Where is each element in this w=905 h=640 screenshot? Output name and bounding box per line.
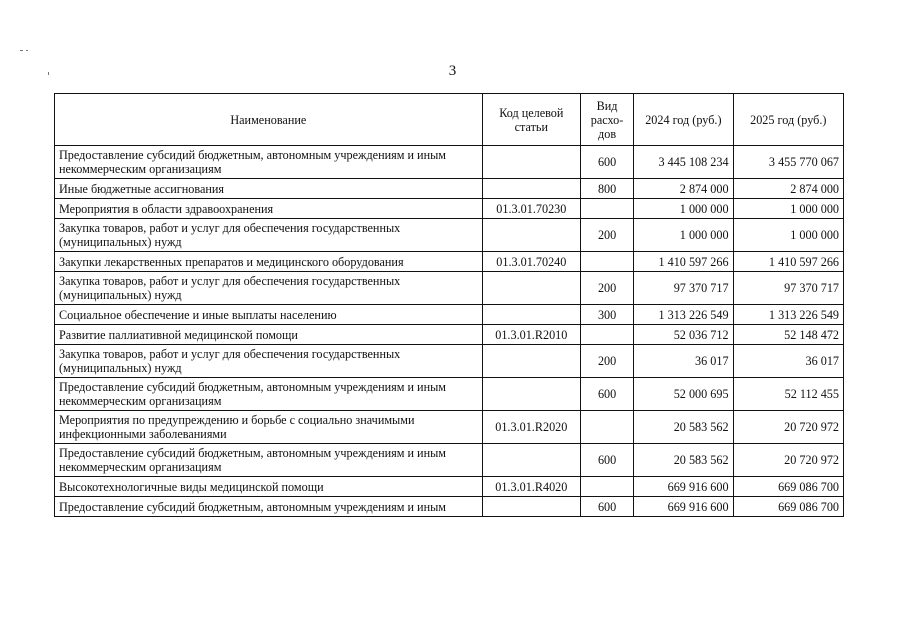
row-name: Мероприятия в области здравоохранения [55, 199, 483, 219]
row-code [482, 345, 580, 378]
table-row [55, 411, 844, 444]
row-amount-2024: 1 000 000 [634, 219, 733, 252]
row-code: 01.3.01.70240 [482, 252, 580, 272]
row-code [482, 219, 580, 252]
table-row [55, 497, 844, 517]
table-row [55, 252, 844, 272]
row-code: 01.3.01.R2010 [482, 325, 580, 345]
table-row [55, 345, 844, 378]
row-expense-type [580, 325, 633, 345]
row-code: 01.3.01.R2020 [482, 411, 580, 444]
row-name: Социальное обеспечение и иные выплаты населению [55, 305, 483, 325]
row-name: Предоставление субсидий бюджетным, автономным учреждениям и иным некоммерческим организациям [55, 146, 483, 179]
row-expense-type: 300 [580, 305, 633, 325]
scan-speck [20, 50, 23, 51]
table-row [55, 272, 844, 305]
row-amount-2025: 1 000 000 [733, 199, 843, 219]
table-row [55, 146, 844, 179]
header-type: Вид расхо-дов [580, 94, 633, 146]
row-expense-type [580, 199, 633, 219]
row-amount-2025: 2 874 000 [733, 179, 843, 199]
table-row [55, 378, 844, 411]
row-amount-2024: 20 583 562 [634, 444, 733, 477]
row-expense-type: 200 [580, 219, 633, 252]
row-name: Высокотехнологичные виды медицинской помощи [55, 477, 483, 497]
row-amount-2025: 52 148 472 [733, 325, 843, 345]
row-name: Иные бюджетные ассигнования [55, 179, 483, 199]
row-amount-2025: 52 112 455 [733, 378, 843, 411]
row-expense-type: 200 [580, 345, 633, 378]
row-amount-2024: 2 874 000 [634, 179, 733, 199]
row-amount-2025: 669 086 700 [733, 477, 843, 497]
row-code: 01.3.01.R4020 [482, 477, 580, 497]
row-code: 01.3.01.70230 [482, 199, 580, 219]
scan-speck [48, 72, 49, 75]
row-amount-2025: 1 410 597 266 [733, 252, 843, 272]
row-code [482, 378, 580, 411]
header-year-2024: 2024 год (руб.) [634, 94, 733, 146]
row-amount-2025: 36 017 [733, 345, 843, 378]
row-code [482, 272, 580, 305]
row-amount-2024: 52 000 695 [634, 378, 733, 411]
row-expense-type [580, 252, 633, 272]
row-code [482, 305, 580, 325]
row-amount-2024: 1 410 597 266 [634, 252, 733, 272]
row-amount-2025: 20 720 972 [733, 444, 843, 477]
header-name: Наименование [55, 94, 483, 146]
row-expense-type: 600 [580, 146, 633, 179]
row-name: Развитие паллиативной медицинской помощи [55, 325, 483, 345]
row-name: Закупка товаров, работ и услуг для обеспечения государственных (муниципальных) нужд [55, 219, 483, 252]
row-code [482, 146, 580, 179]
row-amount-2024: 1 000 000 [634, 199, 733, 219]
row-code [482, 497, 580, 517]
row-code [482, 179, 580, 199]
page-number: 3 [448, 63, 457, 79]
row-name: Закупка товаров, работ и услуг для обеспечения государственных (муниципальных) нужд [55, 272, 483, 305]
row-amount-2025: 1 000 000 [733, 219, 843, 252]
row-expense-type [580, 411, 633, 444]
row-amount-2024: 1 313 226 549 [634, 305, 733, 325]
row-amount-2024: 52 036 712 [634, 325, 733, 345]
header-code: Код целевой статьи [482, 94, 580, 146]
row-expense-type: 200 [580, 272, 633, 305]
row-name: Предоставление субсидий бюджетным, автономным учреждениям и иным некоммерческим организациям [55, 378, 483, 411]
row-expense-type: 600 [580, 497, 633, 517]
row-amount-2025: 20 720 972 [733, 411, 843, 444]
row-amount-2025: 669 086 700 [733, 497, 843, 517]
row-expense-type: 600 [580, 444, 633, 477]
row-amount-2024: 36 017 [634, 345, 733, 378]
table-body [55, 146, 844, 517]
row-name: Закупка товаров, работ и услуг для обеспечения государственных (муниципальных) нужд [55, 345, 483, 378]
row-name: Предоставление субсидий бюджетным, автономным учреждениям и иным некоммерческим организациям [55, 444, 483, 477]
budget-table [54, 93, 844, 517]
row-code [482, 444, 580, 477]
table-row [55, 325, 844, 345]
table-row [55, 477, 844, 497]
table-row [55, 199, 844, 219]
row-amount-2025: 1 313 226 549 [733, 305, 843, 325]
row-amount-2024: 3 445 108 234 [634, 146, 733, 179]
row-amount-2025: 97 370 717 [733, 272, 843, 305]
row-expense-type: 600 [580, 378, 633, 411]
row-name: Закупки лекарственных препаратов и медицинского оборудования [55, 252, 483, 272]
row-name: Мероприятия по предупреждению и борьбе с социально значимыми инфекционными заболеваниями [55, 411, 483, 444]
row-name: Предоставление субсидий бюджетным, автономным учреждениям и иным [55, 497, 483, 517]
table-row [55, 219, 844, 252]
scan-speck [26, 50, 28, 51]
row-amount-2025: 3 455 770 067 [733, 146, 843, 179]
table-row [55, 179, 844, 199]
table-header-row [55, 94, 844, 146]
row-amount-2024: 20 583 562 [634, 411, 733, 444]
table-row [55, 444, 844, 477]
row-amount-2024: 669 916 600 [634, 497, 733, 517]
header-year-2025: 2025 год (руб.) [733, 94, 843, 146]
row-expense-type [580, 477, 633, 497]
table-row [55, 305, 844, 325]
row-amount-2024: 669 916 600 [634, 477, 733, 497]
row-expense-type: 800 [580, 179, 633, 199]
row-amount-2024: 97 370 717 [634, 272, 733, 305]
